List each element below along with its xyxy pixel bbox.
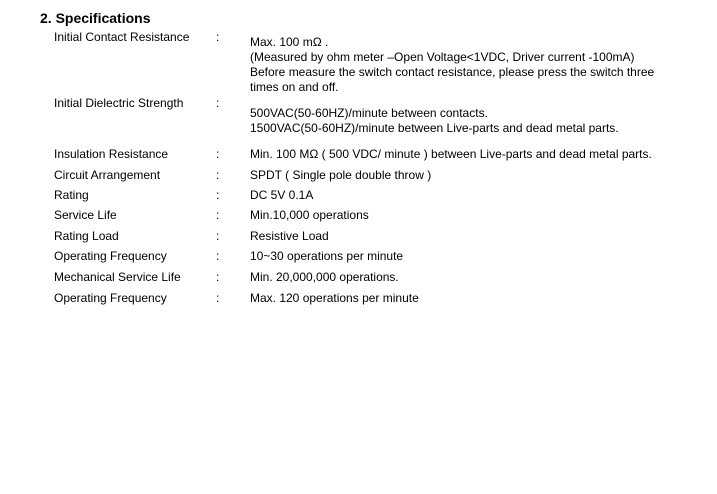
spec-label: Operating Frequency <box>54 249 167 263</box>
spec-label: Circuit Arrangement <box>54 168 161 182</box>
spec-value-line: 1500VAC(50-60HZ)/minute between Live-parts and dead metal parts. <box>250 121 619 135</box>
spec-value-line: 10~30 operations per minute <box>250 249 404 263</box>
spec-value-line: (Measured by ohm meter –Open Voltage<1VDC, Driver current -100mA) <box>250 50 635 64</box>
spec-value <box>250 229 690 244</box>
spec-value <box>250 147 690 162</box>
spec-value-line: Resistive Load <box>250 229 329 243</box>
separator: : <box>216 229 220 243</box>
separator: : <box>216 208 220 222</box>
spec-value-line: Max. 120 operations per minute <box>250 291 419 305</box>
spec-value <box>250 270 690 285</box>
separator: : <box>216 270 220 284</box>
spec-label: Rating Load <box>54 229 119 243</box>
spec-label: Mechanical Service Life <box>54 270 181 284</box>
spec-label: Operating Frequency <box>54 291 167 305</box>
separator: : <box>216 168 220 182</box>
spec-value <box>250 106 690 136</box>
spec-value <box>250 168 690 183</box>
spec-value-line: times on and off. <box>250 80 339 94</box>
spec-value <box>250 291 690 306</box>
spec-value-line: DC 5V 0.1A <box>250 188 314 202</box>
spec-label: Initial Dielectric Strength <box>54 96 184 110</box>
separator: : <box>216 249 220 263</box>
separator: : <box>216 188 220 202</box>
spec-label: Insulation Resistance <box>54 147 169 161</box>
spec-value <box>250 35 690 95</box>
spec-value <box>250 208 690 223</box>
spec-value-line: Min.10,000 operations <box>250 208 369 222</box>
separator: : <box>216 291 220 305</box>
separator: : <box>216 30 220 44</box>
spec-value-line: Min. 100 MΩ ( 500 VDC/ minute ) between Live-parts and dead metal parts. <box>250 147 652 161</box>
separator: : <box>216 96 220 110</box>
spec-value-line: Max. 100 mΩ . <box>250 35 329 49</box>
spec-label: Initial Contact Resistance <box>54 30 190 44</box>
spec-value-line: 500VAC(50-60HZ)/minute between contacts. <box>250 106 488 120</box>
spec-value <box>250 249 690 264</box>
spec-value-line: Min. 20,000,000 operations. <box>250 270 399 284</box>
section-title: 2. Specifications <box>40 10 151 26</box>
spec-label: Rating <box>54 188 89 202</box>
spec-value-line: SPDT ( Single pole double throw ) <box>250 168 432 182</box>
spec-label: Service Life <box>54 208 117 222</box>
spec-value <box>250 188 690 203</box>
separator: : <box>216 147 220 161</box>
spec-value-line: Before measure the switch contact resistance, please press the switch three <box>250 65 655 79</box>
